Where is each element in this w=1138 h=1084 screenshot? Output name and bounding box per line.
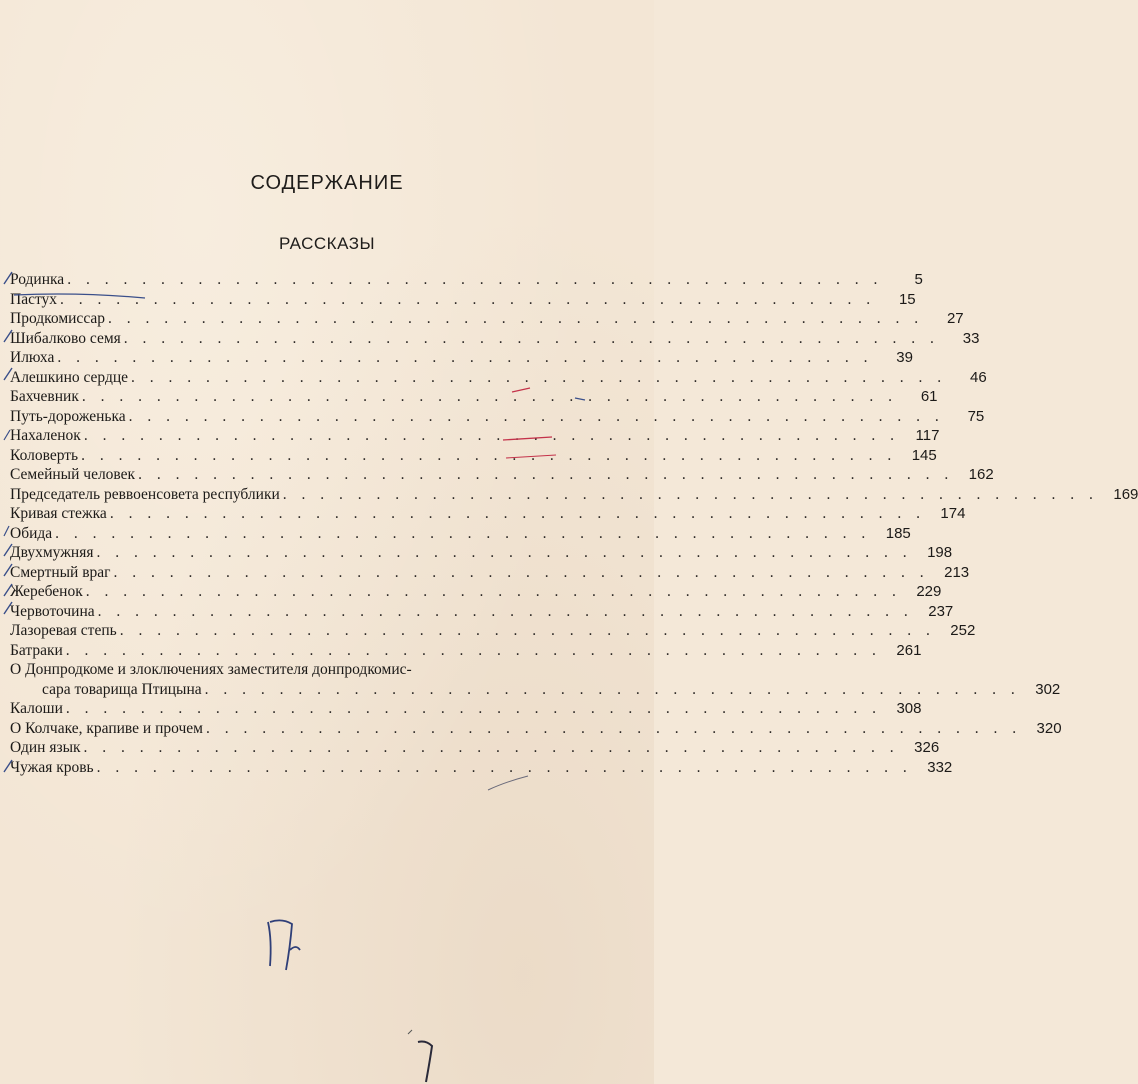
toc-entry[interactable] xyxy=(10,290,916,310)
toc-page-number: 198 xyxy=(927,544,953,561)
toc-title: Лазоревая степь xyxy=(10,622,117,639)
toc-title: О Донпродкоме и злоключениях заместителя донпродкомис- xyxy=(10,661,412,678)
toc-entry[interactable] xyxy=(10,446,937,466)
toc-title: Кривая стежка xyxy=(10,505,107,522)
leader-dots: . . . . . . . . . . . . . . . . . . . . . . . . . . . . . . . . . . . . . . . . . . . . xyxy=(205,719,1022,737)
handwritten-seven xyxy=(418,1042,432,1083)
toc-page-number: 39 xyxy=(896,349,913,366)
leader-dots: . . . . . . . . . . . . . . . . . . . . . . . . . . . . . . . . . . . . . . . . . . . . xyxy=(131,368,947,386)
toc-title: Коловерть xyxy=(10,446,79,464)
margin-tick xyxy=(4,526,9,536)
toc-title: Шибалково семя xyxy=(10,329,121,347)
toc-entry[interactable] xyxy=(10,602,954,622)
leader-dots: . . . . . . . . . . . . . . . . . . . . . . . . . . . . . . . . . . . . . . . . . . . . xyxy=(204,680,1021,698)
toc-entry[interactable] xyxy=(10,407,985,427)
toc-title: Семейный человек xyxy=(10,466,136,483)
leader-dots: . . . . . . . . . . . . . . . . . . . . . . . . . . . . . . . . . . . . . . . . . . . . xyxy=(60,290,876,308)
toc-page-number: 308 xyxy=(896,700,922,717)
leader-dots: . . . . . . . . . . . . . . . . . . . . . . . . . . . . . . . . . . . . . . . . . . . . xyxy=(123,329,940,347)
toc-title: Пастух xyxy=(10,290,58,308)
toc-page-number: 174 xyxy=(940,505,966,522)
toc-entry-long-line1[interactable] xyxy=(10,660,546,680)
toc-page-number: 46 xyxy=(969,368,987,386)
toc-page-number: 332 xyxy=(927,758,953,776)
toc-entry[interactable] xyxy=(10,738,940,758)
toc-entry[interactable] xyxy=(10,329,980,349)
leader-dots: . . . . . . . . . . . . . . . . . . . . . . . . . . . . . . . . . . . . . . . . . . . . xyxy=(81,446,897,464)
leader-dots: . . . . . . . . . . . . . . . . . . . . . . . . . . . . . . . . . . . . . . . . . . . . xyxy=(109,505,926,522)
leader-dots: . . . . . . . . . . . . . . . . . . . . . . . . . . . . . . . . . . . . . . . . . . . . xyxy=(128,407,945,425)
toc-title: Калоши xyxy=(10,700,63,717)
leader-dots: . . . . . . . . . . . . . . . . . . . . . . . . . . . . . . . . . . . . . . . . . . . . xyxy=(83,427,900,444)
pencil-tick xyxy=(408,1030,412,1034)
toc-entry[interactable] xyxy=(10,485,1138,505)
toc-title: Смертный враг xyxy=(10,563,111,581)
toc-page-number: 185 xyxy=(885,524,911,542)
leader-dots: . . . . . . . . . . . . . . . . . . . . . . . . . . . . . . . . . . . . . . . . . . . . xyxy=(83,739,900,756)
leader-dots: . . . . . . . . . . . . . . . . . . . . . . . . . . . . . . . . . . . . . . . . . . . . xyxy=(57,349,873,366)
toc-title: Путь-дороженька xyxy=(10,407,126,425)
toc-title: Бахчевник xyxy=(10,388,79,405)
toc-title: Обида xyxy=(10,524,53,542)
toc-page-number: 75 xyxy=(967,407,985,425)
toc-entry[interactable] xyxy=(10,641,922,661)
toc-entry[interactable] xyxy=(10,348,913,368)
leader-dots: . . . . . . . . . . . . . . . . . . . . . . . . . . . . . . . . . . . . . . . . . . . . xyxy=(96,758,913,776)
toc-page-number: 15 xyxy=(898,290,916,308)
toc-page-number: 162 xyxy=(968,466,994,483)
toc-entry[interactable] xyxy=(10,563,970,583)
toc-page-number: 326 xyxy=(914,739,940,756)
toc-entry[interactable] xyxy=(10,719,1062,739)
toc-entry-long-line2[interactable] xyxy=(10,680,1061,700)
table-of-contents xyxy=(10,270,1138,777)
toc-entry[interactable] xyxy=(10,621,976,641)
toc-page-number: 145 xyxy=(911,446,937,464)
leader-dots: . . . . . . . . . . . . . . . . . . . . . . . . . . . . . . . . . . . . . . . . . . . . xyxy=(55,524,871,542)
toc-entry[interactable] xyxy=(10,309,964,329)
toc-page-number: 5 xyxy=(914,271,923,288)
toc-entry[interactable] xyxy=(10,758,953,778)
toc-page-number: 320 xyxy=(1036,719,1062,737)
toc-page-number: 229 xyxy=(916,583,942,600)
toc-page-number: 33 xyxy=(962,329,980,347)
handwritten-initials xyxy=(268,920,300,970)
toc-entry[interactable] xyxy=(10,543,953,563)
toc-title: сара товарища Птицына xyxy=(42,680,202,698)
leader-dots: . . . . . . . . . . . . . . . . . . . . . . . . . . . . . . . . . . . . . . . . . . . . xyxy=(81,388,898,405)
toc-entry[interactable] xyxy=(10,426,940,446)
leader-dots: . . . . . . . . . . . . . . . . . . . . . . . . . . . . . . . . . . . . . . . . . . . . xyxy=(113,563,930,581)
toc-page-number: 261 xyxy=(896,641,922,659)
leader-dots: . . . . . . . . . . . . . . . . . . . . . . . . . . . . . . . . . . . . . . . . . . . . xyxy=(282,485,1099,503)
toc-page-number: 302 xyxy=(1035,680,1061,698)
toc-entry[interactable] xyxy=(10,465,994,485)
toc-entry[interactable] xyxy=(10,270,923,290)
leader-dots: . . . . . . . . . . . . . . . . . . . . . . . . . . . . . . . . . . . . . . . . . . . . xyxy=(97,602,914,620)
toc-page-number: 213 xyxy=(944,563,970,581)
toc-entry[interactable] xyxy=(10,524,911,544)
toc-title: Продкомиссар xyxy=(10,310,106,327)
toc-title: Родинка xyxy=(10,271,65,288)
toc-title: Червоточина xyxy=(10,602,95,620)
toc-page-number: 27 xyxy=(946,310,964,327)
leader-dots: . . . . . . . . . . . . . . . . . . . . . . . . . . . . . . . . . . . . . . . . . . . . xyxy=(138,466,954,483)
toc-page-number: 237 xyxy=(928,602,954,620)
toc-title: Двухмужняя xyxy=(10,544,94,561)
toc-title: Один язык xyxy=(10,739,81,756)
toc-entry[interactable] xyxy=(10,582,942,602)
leader-dots: . . . . . . . . . . . . . . . . . . . . . . . . . . . . . . . . . . . . . . . . . . . . xyxy=(108,310,924,327)
toc-title: Алешкино сердце xyxy=(10,368,129,386)
leader-dots: . . . . . . . . . . . . . . . . . . . . . . . . . . . . . . . . . . . . . . . . . . . . xyxy=(65,700,882,717)
toc-title: О Колчаке, крапиве и прочем xyxy=(10,719,203,737)
toc-entry[interactable] xyxy=(10,368,987,388)
toc-page-number: 117 xyxy=(915,427,940,444)
toc-page-number: 61 xyxy=(920,388,938,405)
toc-title: Нахаленок xyxy=(10,427,81,444)
toc-title: Чужая кровь xyxy=(10,758,94,776)
leader-dots: . . . . . . . . . . . . . . . . . . . . . . . . . . . . . . . . . . . . . . . . . . . . xyxy=(96,544,913,561)
pencil-line xyxy=(488,776,528,790)
toc-entry[interactable] xyxy=(10,504,966,524)
toc-title: Председатель реввоенсовета республики xyxy=(10,485,280,503)
section-heading: РАССКАЗЫ xyxy=(278,234,376,253)
toc-page-number: 169 xyxy=(1113,485,1138,503)
leader-dots: . . . . . . . . . . . . . . . . . . . . . . . . . . . . . . . . . . . . . . . . . . . . xyxy=(119,622,936,639)
toc-title: Батраки xyxy=(10,641,63,659)
leader-dots: . . . . . . . . . . . . . . . . . . . . . . . . . . . . . . . . . . . . . . . . . . . . xyxy=(85,583,902,600)
toc-title: Илюха xyxy=(10,349,55,366)
leader-dots: . . . . . . . . . . . . . . . . . . . . . . . . . . . . . . . . . . . . . . . . . . . . xyxy=(67,271,883,288)
toc-page-number: 252 xyxy=(950,622,976,639)
toc-entry[interactable] xyxy=(10,387,938,407)
toc-entry[interactable] xyxy=(10,699,922,719)
page-title: СОДЕРЖАНИЕ xyxy=(250,172,404,194)
leader-dots: . . . . . . . . . . . . . . . . . . . . . . . . . . . . . . . . . . . . . . . . . . . . xyxy=(65,641,882,659)
toc-title: Жеребенок xyxy=(10,583,83,600)
